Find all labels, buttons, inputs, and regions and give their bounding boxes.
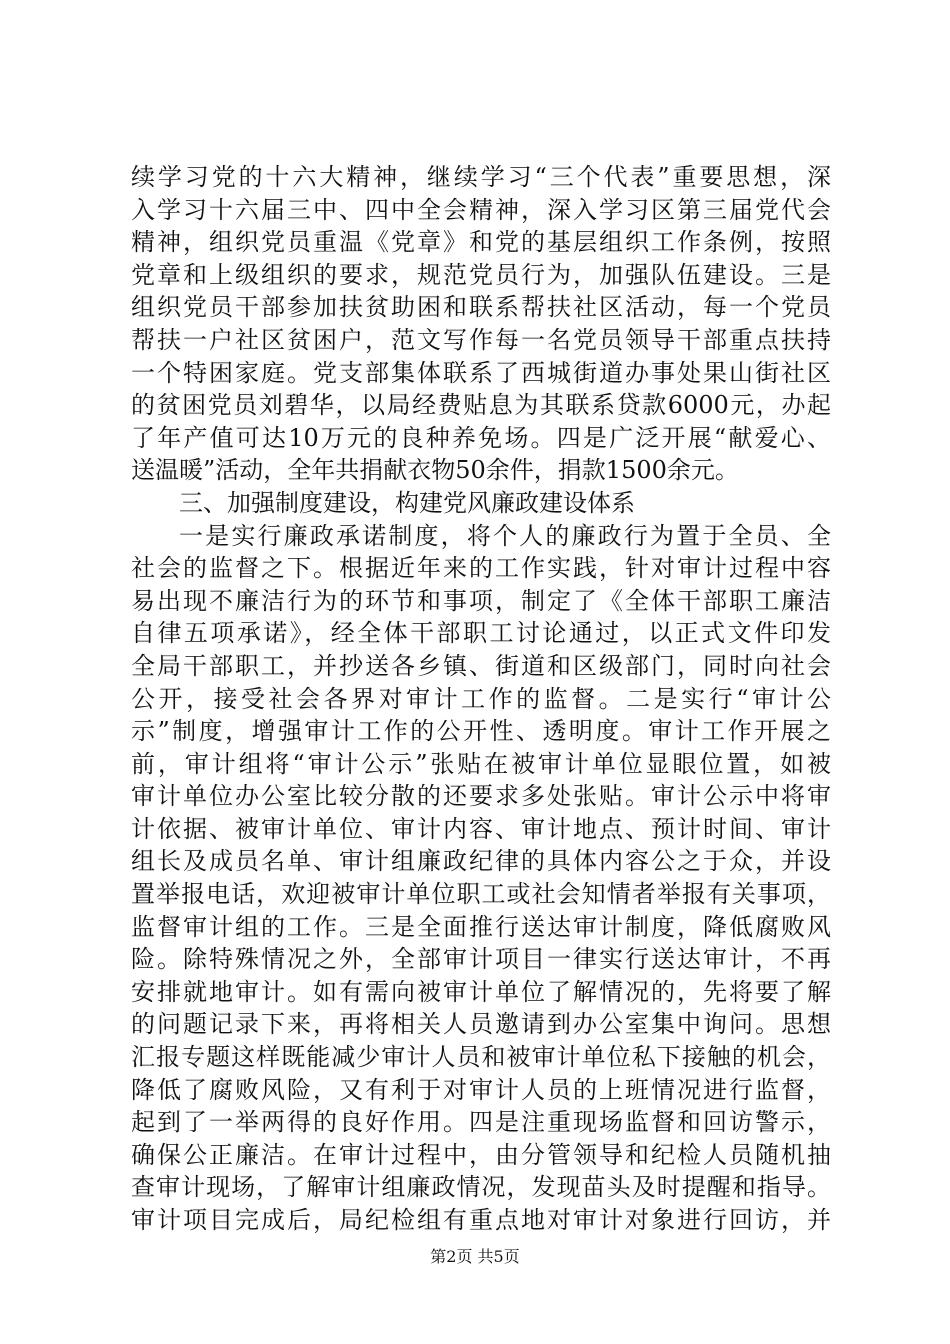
text-line: 一个特困家庭。党支部集体联系了西城街道办事处果山街社区 [131,358,831,387]
text-line: 入学习十六届三中、四中全会精神，深入学习区第三届党代会 [131,195,831,224]
text-line: 降低了腐败风险，又有利于对审计人员的上班情况进行监督， [131,1075,831,1104]
text-line: 监督审计组的工作。三是全面推行送达审计制度，降低腐败风 [131,912,831,941]
text-line: 公开，接受社会各界对审计工作的监督。二是实行“审计公 [131,684,831,713]
text-line: 安排就地审计。如有需向被审计单位了解情况的，先将要了解 [131,977,831,1006]
text-line: 组长及成员名单、审计组廉政纪律的具体内容公之于众，并设 [131,847,831,876]
text-line: 置举报电话，欢迎被审计单位职工或社会知情者举报有关事项， [131,880,831,909]
page-footer: 第2页 共5页 [430,1247,520,1266]
text-line: 汇报专题这样既能减少审计人员和被审计单位私下接触的机会， [131,1043,831,1072]
text-line: 的贫困党员刘碧华，以局经费贴息为其联系贷款6000元，办起 [131,391,831,420]
text-line: 示”制度，增强审计工作的公开性、透明度。审计工作开展之 [131,717,831,746]
text-line: 组织党员干部参加扶贫助困和联系帮扶社区活动，每一个党员 [131,293,831,322]
text-line: 自律五项承诺》，经全体干部职工讨论通过，以正式文件印发 [131,619,831,648]
text-line: 党章和上级组织的要求，规范党员行为，加强队伍建设。三是 [131,260,831,289]
text-line: 计依据、被审计单位、审计内容、审计地点、预计时间、审计 [131,814,831,843]
text-line: 审计单位办公室比较分散的还要求多处张贴。审计公示中将审 [131,782,831,811]
text-line: 帮扶一户社区贫困户，范文写作每一名党员领导干部重点扶持 [131,325,831,354]
text-line: 前，审计组将“审计公示”张贴在被审计单位显眼位置，如被 [131,749,831,778]
section-heading: 三、加强制度建设，构建党风廉政建设体系 [179,488,635,517]
text-line: 险。除特殊情况之外，全部审计项目一律实行送达审计，不再 [131,945,831,974]
text-line: 了年产值可达10万元的良种养免场。四是广泛开展“献爱心、 [131,423,831,452]
text-line: 精神，组织党员重温《党章》和党的基层组织工作条例，按照 [131,228,831,257]
text-line: 审计项目完成后，局纪检组有重点地对审计对象进行回访，并 [131,1206,831,1234]
text-line: 确保公正廉洁。在审计过程中，由分管领导和纪检人员随机抽 [131,1140,831,1169]
text-line: 查审计现场，了解审计组廉政情况，发现苗头及时提醒和指导。 [131,1173,831,1202]
text-line: 社会的监督之下。根据近年来的工作实践，针对审计过程中容 [131,554,831,583]
text-line: 的问题记录下来，再将相关人员邀请到办公室集中询问。思想 [131,1010,831,1039]
text-line: 起到了一举两得的良好作用。四是注重现场监督和回访警示， [131,1108,831,1137]
text-line: 一是实行廉政承诺制度，将个人的廉政行为置于全员、全 [179,521,831,550]
document-body [131,161,831,1237]
text-line: 全局干部职工，并抄送各乡镇、街道和区级部门，同时向社会 [131,651,831,680]
text-line: 易出现不廉洁行为的环节和事项，制定了《全体干部职工廉洁 [131,586,831,615]
text-line: 续学习党的十六大精神，继续学习“三个代表”重要思想，深 [131,163,831,191]
text-line: 送温暖”活动，全年共捐献衣物50余件，捐款1500余元。 [131,456,739,485]
